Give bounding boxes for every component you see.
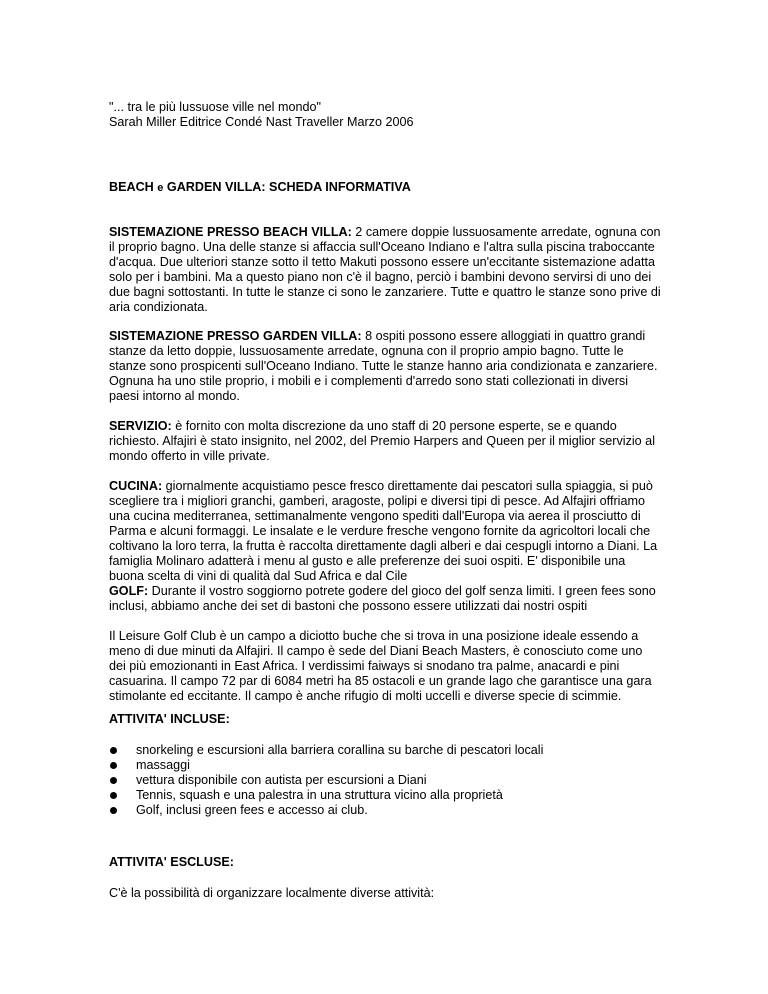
section-service [109,419,661,464]
title-prefix: BEACH [109,180,158,194]
document-title [109,180,411,196]
section-garden-villa [109,329,661,404]
list-item-text: vettura disponibile con autista per escursioni a Diani [136,773,427,787]
list-item-text: snorkeling e escursioni alla barriera corallina su barche di pescatori locali [136,743,544,757]
section-label: SISTEMAZIONE PRESSO GARDEN VILLA: [109,329,362,343]
list-item [109,803,669,818]
quote-text: "... tra le più lussuose ville nel mondo" [109,100,321,114]
list-item [109,773,669,788]
section-kitchen [109,479,661,584]
list-item [109,743,669,758]
golf-club-description: Il Leisure Golf Club è un campo a diciotto buche che si trova in una posizione ideale essendo a meno di due minuti da Alfajiri. Il campo è sede del Diani Beach Masters, è conosciuto come uno dei più emozionanti in East Africa. I verdissimi faiways si snodano tra palme, anacardi e pini casuarina. Il campo 72 par di 6084 metri ha 85 ostacoli e un grande lago che garantisce una gara stimolante ed eccitante. Il campo è anche rifugio di molti uccelli e diverse specie di scimmie. [109,629,652,703]
bullet-icon [110,792,117,799]
quote-attribution: Sarah Miller Editrice Condé Nast Traveller Marzo 2006 [109,115,414,129]
bullet-icon [110,777,117,784]
title-connector: e [157,182,164,194]
section-text: è fornito con molta discrezione da uno staff di 20 persone esperte, se e quando richiesto. Alfajiri è stato insignito, nel 2002, del Premio Harpers and Queen per il miglior servizio al mondo offerto in ville private. [109,419,655,463]
excluded-activities-intro: C'è la possibilità di organizzare localmente diverse attività: [109,886,435,900]
section-label: CUCINA: [109,479,163,493]
bullet-icon [110,807,117,814]
list-item [109,788,669,803]
section-beach-villa [109,225,661,315]
section-label: GOLF: [109,584,149,598]
list-item [109,758,669,773]
section-text: Durante il vostro soggiorno potrete godere del gioco del golf senza limiti. I green fees sono inclusi, abbiamo anche dei set di bastoni che possono essere utilizzati dai nostri ospiti [109,584,656,613]
section-text: 2 camere doppie lussuosamente arredate, ognuna con il proprio bagno. Una delle stanze si affaccia sull'Oceano Indiano e l'altra sulla piscina traboccante d'acqua. Due ulteriori stanze sotto il tetto Makuti possono essere un'eccitante sistemazione adatta solo per i bambini. Ma a questo piano non c'è il bagno, perciò i bambini devono servirsi di uno dei due bagni sottostanti. In tutte le stanze ci sono le zanzariere. Tutte e quattro le stanze sono prive di aria condizionata. [109,225,661,314]
excluded-activities-title: ATTIVITA' ESCLUSE: [109,855,234,869]
press-quote [109,100,709,130]
list-item-text: Tennis, squash e una palestra in una struttura vicino alla proprietà [136,788,503,802]
section-label: SISTEMAZIONE PRESSO BEACH VILLA: [109,225,352,239]
title-suffix: GARDEN VILLA: SCHEDA INFORMATIVA [163,180,411,194]
included-activities-list [109,743,669,818]
included-activities-title: ATTIVITA' INCLUSE: [109,712,230,726]
bullet-icon [110,747,117,754]
list-item-text: massaggi [136,758,190,772]
section-text: 8 ospiti possono essere alloggiati in quattro grandi stanze da letto doppie, lussuosamente arredate, ognuna con il proprio ampio bagno. Tutte le stanze sono prospicenti sull'Oceano Indiano. Tutte le stanze hanno aria condizionata e zanzariere. Ognuna ha uno stile proprio, i mobili e i complementi d'arredo sono stati collezionati in diversi paesi intorno al mondo. [109,329,658,403]
bullet-icon [110,762,117,769]
section-text: giornalmente acquistiamo pesce fresco direttamente dai pescatori sulla spiaggia, si può scegliere tra i migliori granchi, gamberi, aragoste, polipi e diversi tipi di pesce. Ad Alfajiri offriamo una cucina mediterranea, settimanalmente vengono spediti dall'Europa via aerea il prosciutto di Parma e alcuni formaggi. Le insalate e le verdure fresche vengono fornite da agricoltori locali che coltivano la loro terra, la frutta è raccolta direttamente dagli alberi e dai cespugli intorno a Diani. La famiglia Molinaro adatterà i menu al gusto e alle preferenze dei suoi ospiti. E' disponibile una buona scelta di vini di qualità dal Sud Africa e dal Cile [109,479,658,583]
section-label: SERVIZIO: [109,419,172,433]
list-item-text: Golf, inclusi green fees e accesso ai club. [136,803,368,817]
section-golf [109,584,661,614]
